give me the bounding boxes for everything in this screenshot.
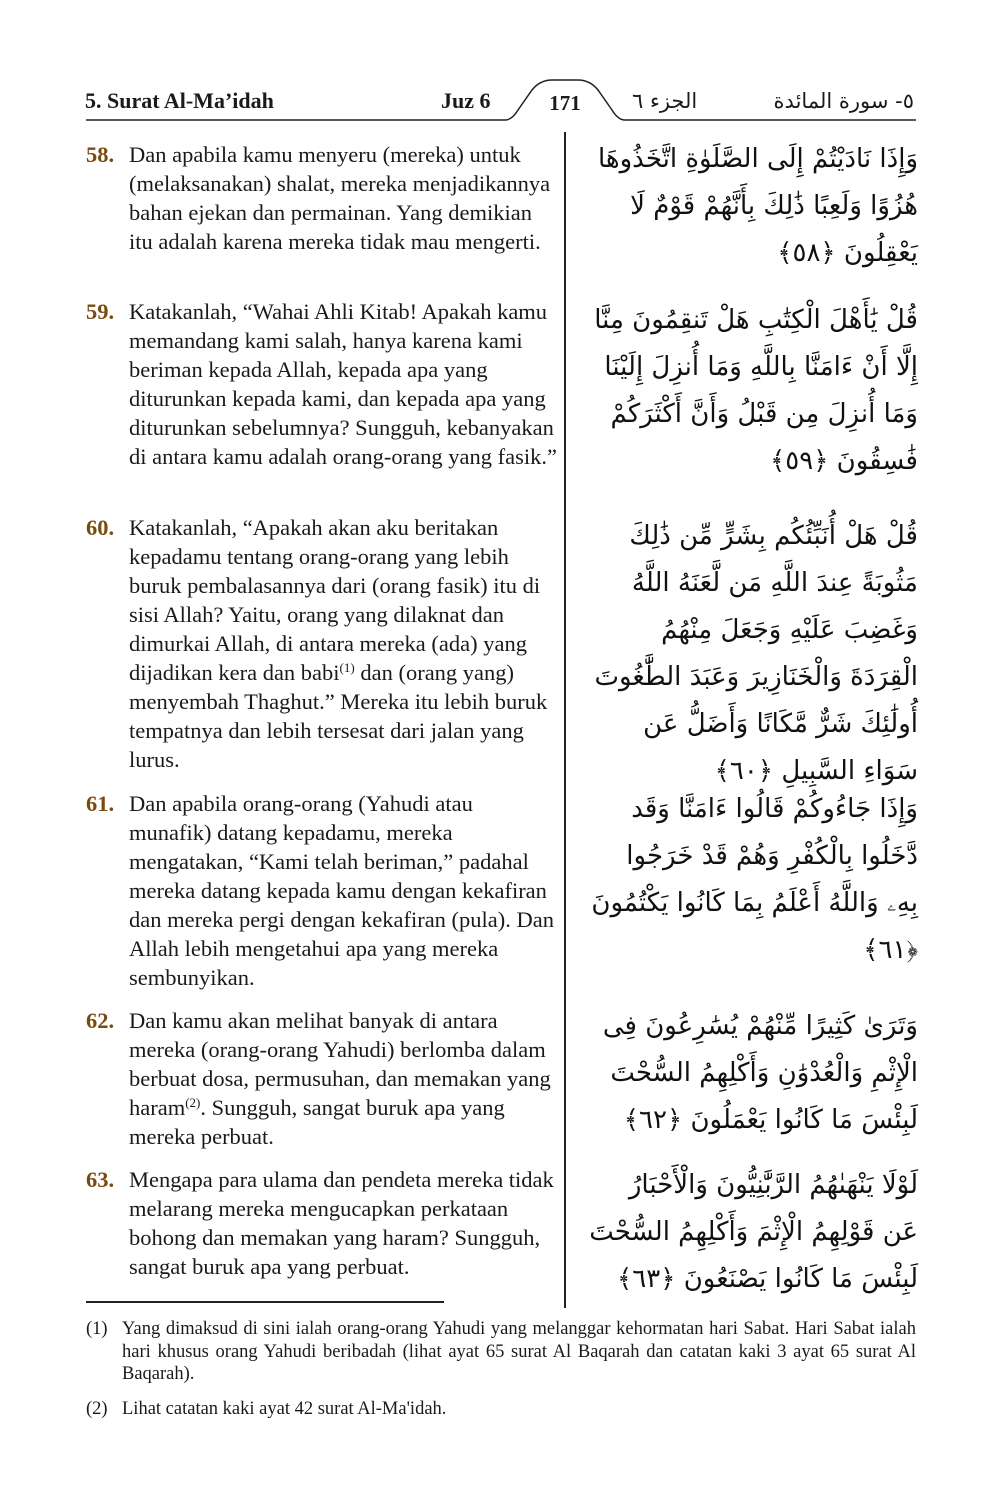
verse-number: 59. <box>86 299 115 324</box>
footnote-2 <box>86 1398 916 1421</box>
page-number: 171 <box>549 91 581 115</box>
verse-61-translation <box>86 789 560 992</box>
verse-59-translation <box>86 297 560 471</box>
verse-61-arabic: وَإِذَا جَاءُوكُمْ قَالُوا ءَامَنَّا وَقَد دَّخَلُوا بِالْكُفْرِ وَهُمْ قَدْ خَرَجُوا بِهِۦ وَاللَّهُ أَعْلَمُ بِمَا كَانُوا يَكْتُمُونَ ﴿٦١﴾ <box>591 794 918 965</box>
verse-text: Dan apabila kamu menyeru (mereka) untuk (melaksanakan) shalat, mereka menjadikannya bahan ejekan dan permainan. Yang demikian itu adalah karena mereka tidak mau mengerti. <box>129 142 551 254</box>
verse-number: 58. <box>86 142 115 167</box>
verse-62-arabic: وَتَرَىٰ كَثِيرًا مِّنْهُمْ يُسَٰرِعُونَ فِى الْإِثْمِ وَالْعُدْوَٰنِ وَأَكْلِهِمُ السُّحْتَ لَبِئْسَ مَا كَانُوا يَعْمَلُونَ ﴿٦٢﴾ <box>602 1011 918 1135</box>
verse-text-part: Katakanlah, “Apakah akan aku beritakan kepadamu tentang orang-orang yang lebih buruk pembalasannya dari (orang fasik) itu di sisi Allah? Yaitu, orang yang dilaknat dan dimurkai Allah, di antara mereka (ada) yang dijadikan kera dan babi <box>129 515 541 685</box>
footnote-ref-1[interactable]: (1) <box>339 660 355 675</box>
verse-63-translation <box>86 1165 560 1281</box>
verse-text: Katakanlah, “Wahai Ahli Kitab! Apakah kamu memandang kami salah, hanya karena kami beriman kepada Allah, kepada apa yang diturunkan kepada kami, dan kepada apa yang diturunkan sebelumnya? Sungguh, kebanyakan di antara kamu adalah orang-orang yang fasik.” <box>129 299 557 469</box>
footnote-mark: (2) <box>86 1399 108 1419</box>
verse-58-arabic: وَإِذَا نَادَيْتُمْ إِلَى الصَّلَوٰةِ اتَّخَذُوهَا هُزُوًا وَلَعِبًا ذَٰلِكَ بِأَنَّهُمْ قَوْمٌ لَا يَعْقِلُونَ ﴿٥٨﴾ <box>597 144 918 268</box>
verse-63-arabic: لَوْلَا يَنْهَىٰهُمُ الرَّبَّٰنِيُّونَ وَالْأَحْبَارُ عَن قَوْلِهِمُ الْإِثْمَ وَأَكْلِهِمُ السُّحْتَ لَبِئْسَ مَا كَانُوا يَصْنَعُونَ ﴿٦٣﴾ <box>589 1170 918 1294</box>
verse-60-arabic: قُلْ هَلْ أُنَبِّئُكُم بِشَرٍّ مِّن ذَٰلِكَ مَثُوبَةً عِندَ اللَّهِ مَن لَّعَنَهُ اللَّهُ وَغَضِبَ عَلَيْهِ وَجَعَلَ مِنْهُمُ الْقِرَدَةَ وَالْخَنَازِيرَ وَعَبَدَ الطَّٰغُوتَ أُولَٰئِكَ شَرٌّ مَّكَانًا وَأَضَلُّ عَن سَوَاءِ السَّبِيلِ ﴿٦٠﴾ <box>594 521 918 786</box>
verse-text: Mengapa para ulama dan pendeta mereka tidak melarang mereka mengucapkan perkataan bohong dan memakan yang haram? Sungguh, sangat buruk apa yang perbuat. <box>129 1167 554 1279</box>
verse-number: 60. <box>86 515 115 540</box>
verse-text: Dan apabila orang-orang (Yahudi atau munafik) datang kepadamu, mereka mengatakan, “Kami telah beriman,” padahal mereka datang kepada kamu dengan kekafiran dan mereka pergi dengan kekafiran (pula). Dan Allah lebih mengetahui apa yang mereka sembunyikan. <box>129 791 555 990</box>
verse-62-translation <box>86 1006 560 1151</box>
verse-text-part: Dan kamu akan melihat banyak di antara mereka (orang-orang Yahudi) berlomba dalam berbuat dosa, permusuhan, dan memakan yang haram <box>129 1008 551 1120</box>
verse-59-arabic: قُلْ يَٰأَهْلَ الْكِتَٰبِ هَلْ تَنقِمُونَ مِنَّا إِلَّا أَنْ ءَامَنَّا بِاللَّهِ وَمَا أُنزِلَ إِلَيْنَا وَمَا أُنزِلَ مِن قَبْلُ وَأَنَّ أَكْثَرَكُمْ فَٰسِقُونَ ﴿٥٩﴾ <box>594 305 918 476</box>
footnote-1 <box>86 1318 916 1386</box>
surah-title: 5. Surat Al-Ma’idah <box>85 88 274 113</box>
verse-number: 61. <box>86 791 115 816</box>
page-header <box>0 0 1000 125</box>
verse-text-part: dan (orang yang) menyembah Thaghut.” Mereka itu lebih buruk tempatnya dan lebih tersesat dari jalan yang lurus. <box>129 660 548 772</box>
footnote-text: Lihat catatan kaki ayat 42 surat Al-Ma'idah. <box>122 1399 447 1419</box>
footnote-mark: (1) <box>86 1319 108 1339</box>
verse-number: 63. <box>86 1167 115 1192</box>
surah-title-arabic: ٥- سورة المائدة <box>773 89 914 113</box>
verse-60-translation <box>86 513 560 774</box>
verse-58-translation <box>86 140 560 256</box>
verse-text <box>129 513 560 774</box>
footnote-ref-2[interactable]: (2) <box>185 1095 201 1110</box>
column-divider <box>564 132 566 1308</box>
verse-number: 62. <box>86 1008 115 1033</box>
verse-text-part: . Sungguh, sangat buruk apa yang mereka perbuat. <box>129 1095 505 1149</box>
juz-label: Juz 6 <box>441 88 491 113</box>
juz-label-arabic: الجزء ٦ <box>632 89 698 113</box>
footnote-divider <box>86 1301 444 1303</box>
footnote-text: Yang dimaksud di sini ialah orang-orang Yahudi yang melanggar kehormatan hari Sabat. Hari Sabat ialah hari khusus orang Yahudi beribadah (lihat ayat 65 surat Al Baqarah dan catatan kaki 3 ayat 65 surat Al Baqarah). <box>122 1319 916 1384</box>
verse-text <box>129 1006 560 1151</box>
